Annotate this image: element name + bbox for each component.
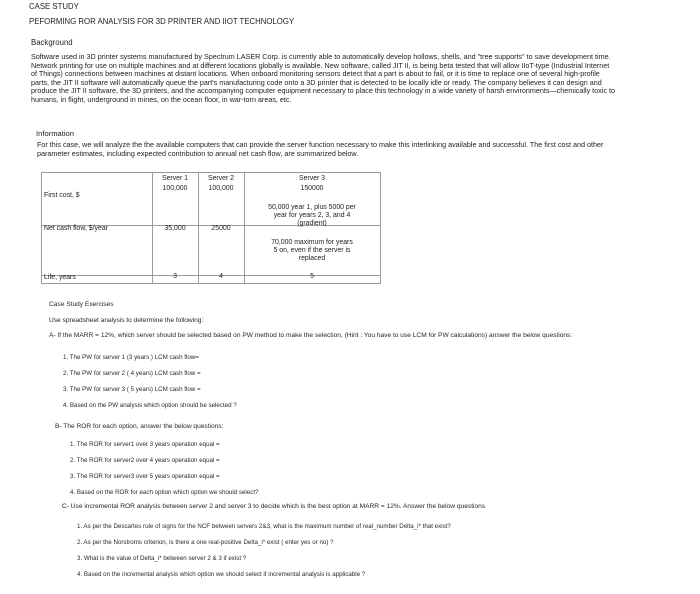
background-line: of Things) connections between machines at distant locations. When onboard monitoring sensors detect that a part is about to fail, or it is time to replace one of several high-profile bbox=[31, 69, 600, 79]
background-line: humans, in flight, underground in mines, on the ocean floor, in war-torn areas, etc. bbox=[31, 94, 292, 104]
exercises-intro: Use spreadsheet analysis to determine the following: bbox=[49, 317, 204, 324]
cell-first-cost-server-2: 100,000 bbox=[208, 185, 234, 192]
cell-life-server-2: 4 bbox=[219, 273, 223, 280]
table-rule bbox=[41, 283, 381, 284]
cell-life-server-3: 5 bbox=[310, 273, 314, 280]
information-heading: Information bbox=[36, 129, 74, 138]
cell-net-cash-flow-server-1: 35,000 bbox=[164, 225, 186, 232]
background-paragraph bbox=[31, 53, 699, 104]
document-title: PEFORMING ROR ANALYSIS FOR 3D PRINTER AND IIOT TECHNOLOGY bbox=[29, 17, 295, 26]
column-header-server-1: Server 1 bbox=[161, 175, 189, 182]
cell-net-cash-flow-server-3-line: (gradient) bbox=[297, 220, 327, 227]
table-rule bbox=[41, 172, 381, 173]
cell-life-server-1: 3 bbox=[173, 273, 177, 280]
information-line: parameter estimates, including expected contribution to annual net cash flow, are summarized below. bbox=[37, 148, 359, 158]
cell-net-cash-flow-server-3-line: 5 on, even if the server is bbox=[273, 247, 351, 254]
cell-net-cash-flow-server-2: 25000 bbox=[211, 225, 231, 232]
column-header-server-2: Server 2 bbox=[207, 175, 235, 182]
part-a-item: 1. The PW for server 1 (3 years ) LCM cash flow= bbox=[63, 354, 199, 361]
background-line: Network printing for use on multiple machines and at different locations globally is available. New software, called JIT II, is being beta tested that will allow IIoT-type (Industrial Internet bbox=[31, 60, 610, 70]
column-header-server-3: Server 3 bbox=[298, 175, 326, 182]
part-c-prompt: C- Use incremental ROR analysis between server 2 and server 3 to decide which is the best option at MARR = 12%. Answer the below questions bbox=[62, 503, 486, 510]
information-paragraph bbox=[37, 141, 677, 158]
part-a-item: 4. Based on the PW analysis which option should be selected ? bbox=[63, 402, 237, 409]
part-c-item: 2. As per the Norstroms criterion, is there a one real-positive Delta_i* exist ( enter yes or no) ? bbox=[77, 539, 334, 546]
exercises-heading: Case Study Exercises bbox=[49, 301, 114, 308]
background-line: parts, the JIT II software will automatically queue the part's manufacturing code onto a 3D printer that is detected to be locally idle or ready. The company believes it can design and bbox=[31, 77, 602, 87]
cell-net-cash-flow-server-3-line: year for years 2, 3, and 4 bbox=[273, 212, 351, 219]
background-line: Software used in 3D printer systems manufactured by Spectrum LASER Corp. is currently able to automatically develop hollows, shells, and "tree supports" to save development time. bbox=[31, 52, 611, 61]
part-c-item: 1. As per the Descartes rule of signs for the NCF between servers 2&3, what is the maximum number of real_number Delta_i* that exist? bbox=[77, 523, 451, 530]
row-label-first-cost: First cost, $ bbox=[44, 192, 80, 199]
information-line: For this case, we will analyze the the available computers that can provide the server function necessary to make this interlinking available and successful. The first cost and other bbox=[37, 140, 604, 149]
part-b-item: 3. The ROR for server3 over 5 years operation equal = bbox=[70, 473, 220, 480]
row-label-life-years: Life, years bbox=[44, 274, 76, 281]
cell-net-cash-flow-server-3-line: 50,000 year 1, plus 5000 per bbox=[268, 204, 356, 211]
part-b-prompt: B- The ROR for each option, answer the below questions: bbox=[55, 423, 224, 430]
part-c-item: 3. What is the value of Delta_i* between server 2 & 3 if exist ? bbox=[77, 555, 247, 562]
background-heading: Background bbox=[31, 38, 73, 47]
table-rule bbox=[380, 172, 381, 284]
cell-net-cash-flow-server-3-line: 70,000 maximum for years bbox=[271, 239, 353, 246]
part-b-item: 1. The ROR for server1 over 3 years operation equal = bbox=[70, 441, 220, 448]
cell-net-cash-flow-server-3-line: replaced bbox=[298, 255, 326, 262]
part-a-item: 3. The PW for server 3 ( 5 years) LCM cash flow = bbox=[63, 386, 201, 393]
server-parameter-table bbox=[41, 172, 381, 284]
cell-first-cost-server-1: 100,000 bbox=[162, 185, 188, 192]
table-rule bbox=[41, 172, 42, 284]
part-a-prompt: A- If the MARR = 12%, which server should be selected based on PW method to make the selection, (Hint : You have to use LCM for PW calculations) answer the below questions: bbox=[49, 332, 573, 339]
row-label-net-cash-flow: Net cash flow, $/year bbox=[44, 225, 108, 232]
part-a-item: 2. The PW for server 2 ( 4 years) LCM cash flow = bbox=[63, 370, 201, 377]
part-c-item: 4. Based on the incremental analysis which option we should select if incremental analysis is applicable ? bbox=[77, 571, 366, 578]
part-b-item: 2. The ROR for server2 over 4 years operation equal = bbox=[70, 457, 220, 464]
cell-first-cost-server-3: 150000 bbox=[300, 185, 324, 192]
background-line: produce the JIT II software, the 3D printers, and the accompanying computer equipment necessary to place this technology in a wide variety of harsh environments—chemically toxic to bbox=[31, 86, 615, 96]
part-b-item: 4. Based on the ROR for each option which option we should select? bbox=[70, 489, 259, 496]
case-study-label: CASE STUDY bbox=[29, 2, 79, 11]
